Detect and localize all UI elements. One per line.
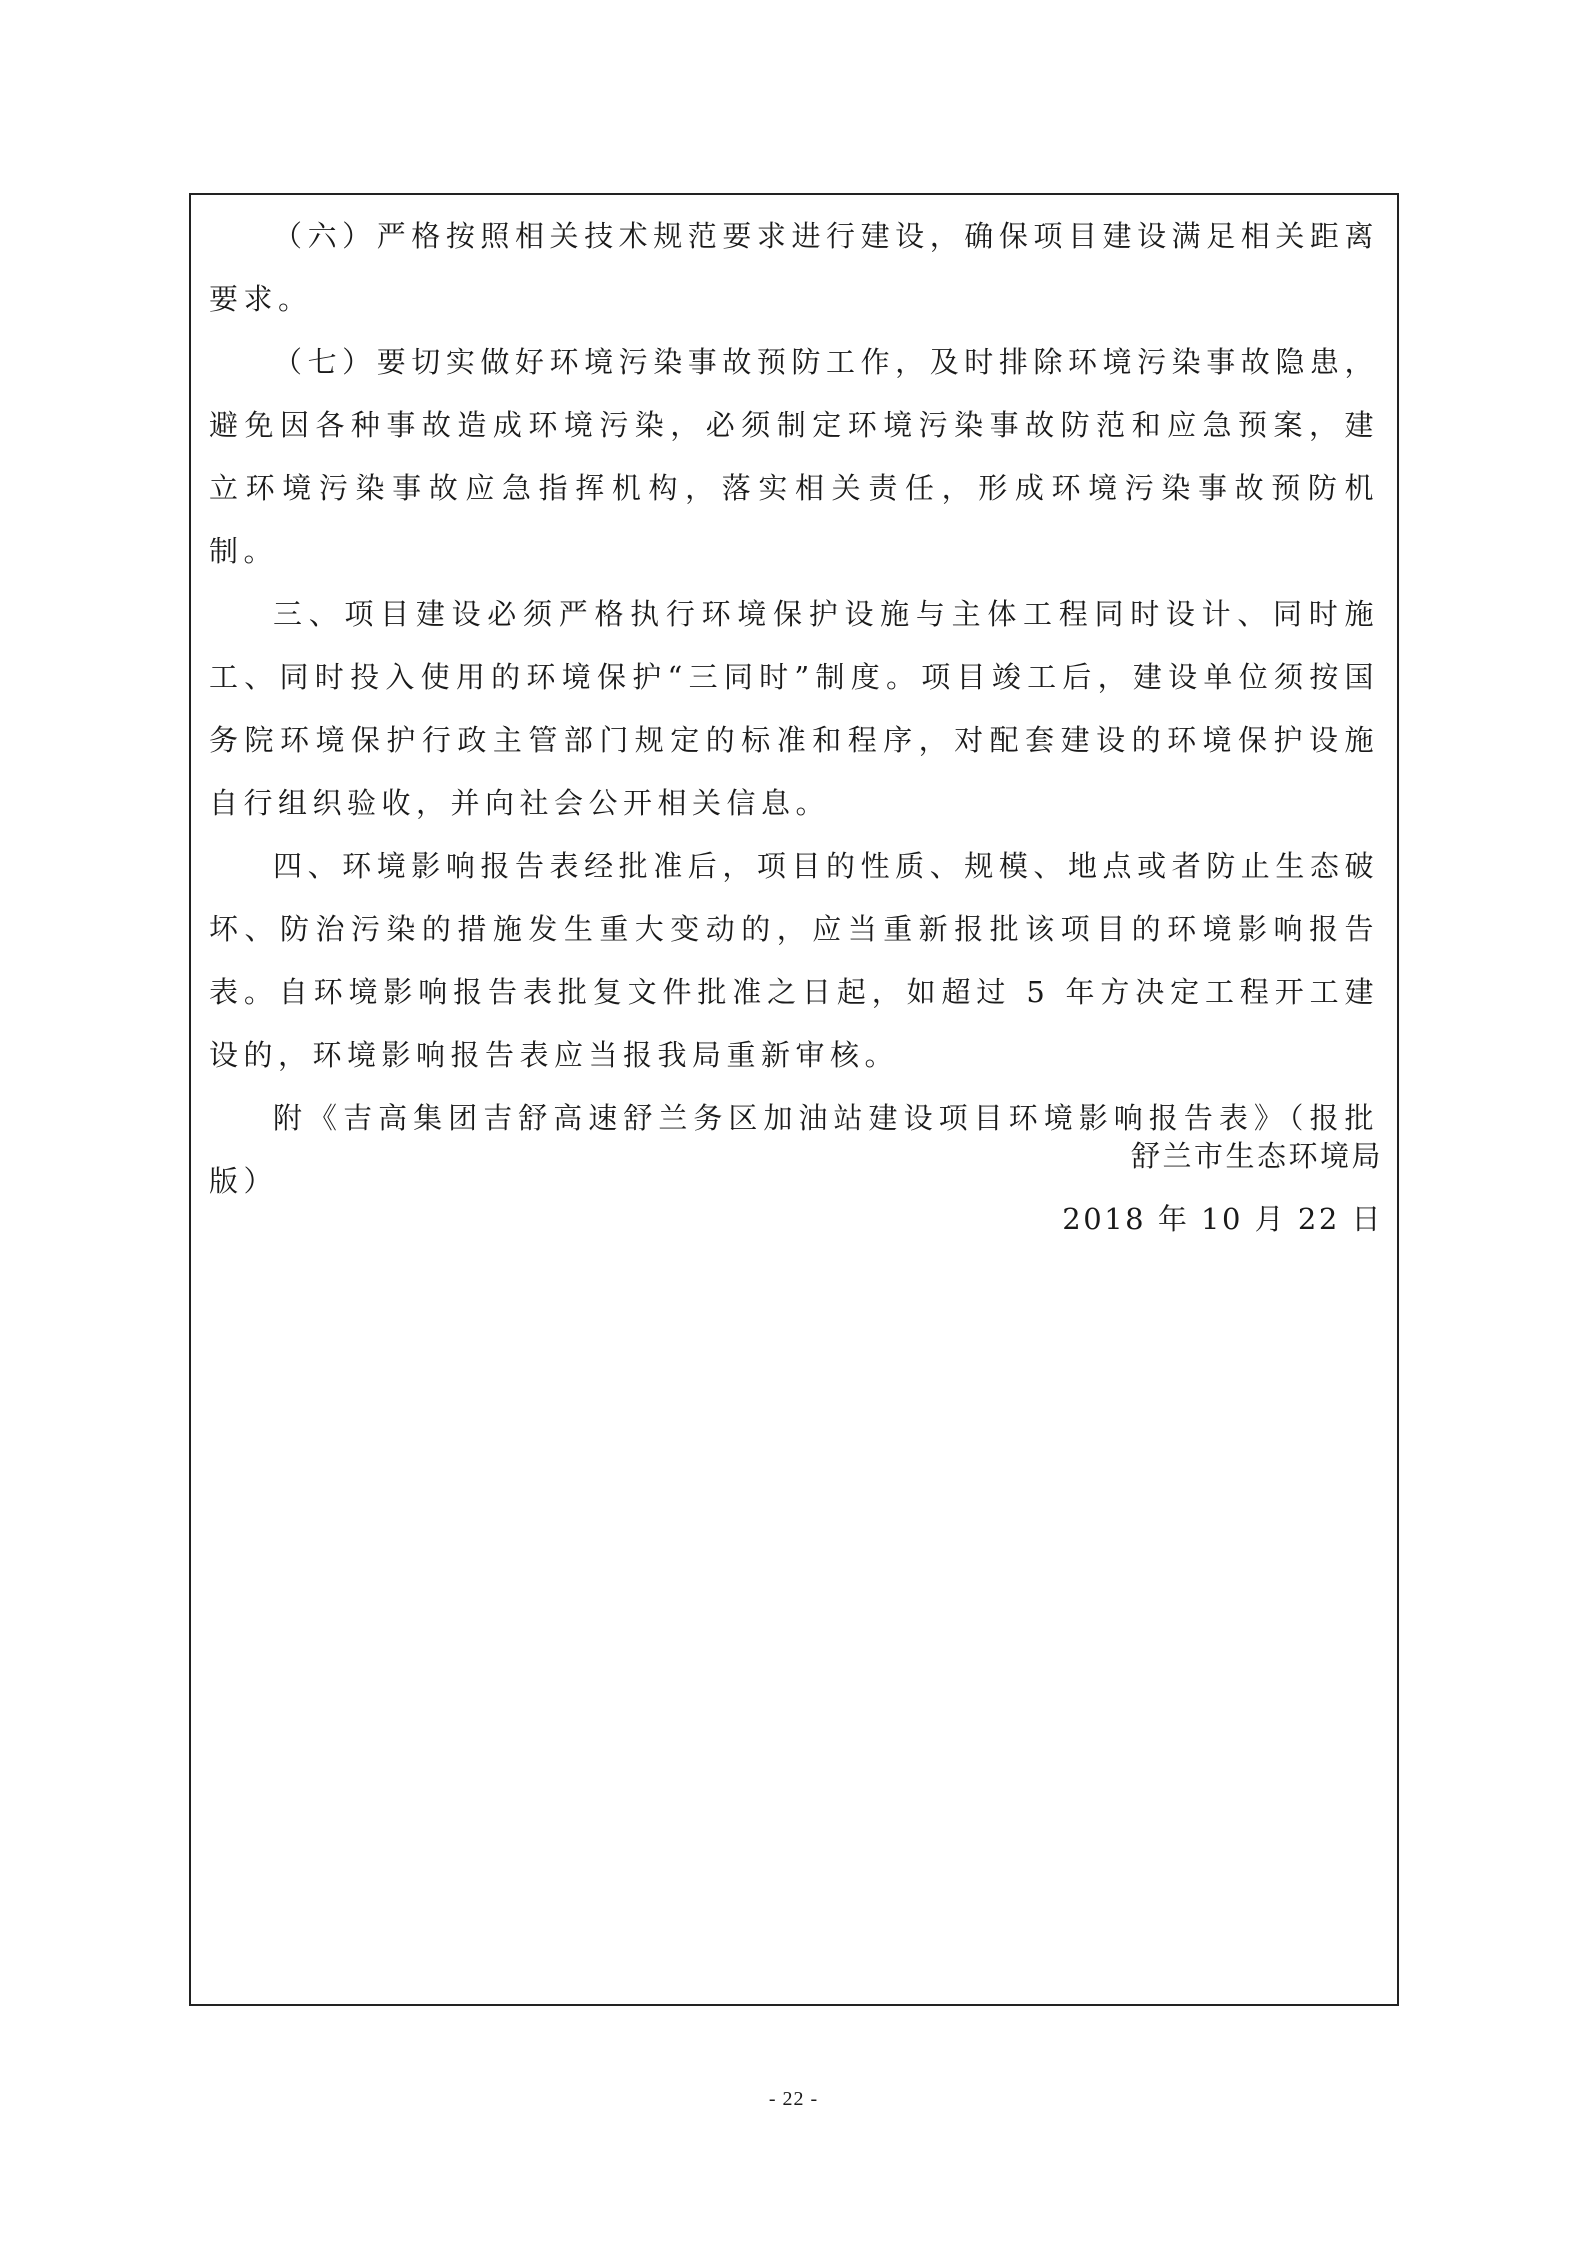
paragraph-item-seven: （七）要切实做好环境污染事故预防工作，及时排除环境污染事故隐患，避免因各种事故造成环境污染，必须制定环境污染事故防范和应急预案，建立环境污染事故应急指挥机构，落实相关责任，形成环境污染事故预防机制。	[209, 345, 1379, 568]
document-frame	[189, 193, 1399, 2006]
paragraph-attachment: 附《吉高集团吉舒高速舒兰务区加油站建设项目环境影响报告表》（报批版）	[209, 1101, 1379, 1198]
paragraph-section-three: 三、项目建设必须严格执行环境保护设施与主体工程同时设计、同时施工、同时投入使用的环境保护“三同时”制度。项目竣工后，建设单位须按国务院环境保护行政主管部门规定的标准和程序，对配套建设的环境保护设施自行组织验收，并向社会公开相关信息。	[209, 597, 1379, 820]
issuer-name: 舒兰市生态环境局	[1130, 1139, 1383, 1173]
page-number: - 22 -	[768, 2088, 819, 2110]
signature-block	[1062, 1125, 1383, 1251]
paragraph-section-four: 四、环境影响报告表经批准后，项目的性质、规模、地点或者防止生态破坏、防治污染的措施发生重大变动的，应当重新报批该项目的环境影响报告表。自环境影响报告表批复文件批准之日起，如超过 5 年方决定工程开工建设的，环境影响报告表应当报我局重新审核。	[209, 849, 1379, 1072]
issue-date: 2018 年 10 月 22 日	[1062, 1202, 1383, 1236]
paragraph-item-six: （六）严格按照相关技术规范要求进行建设，确保项目建设满足相关距离要求。	[209, 219, 1379, 316]
document-body	[209, 205, 1379, 1213]
